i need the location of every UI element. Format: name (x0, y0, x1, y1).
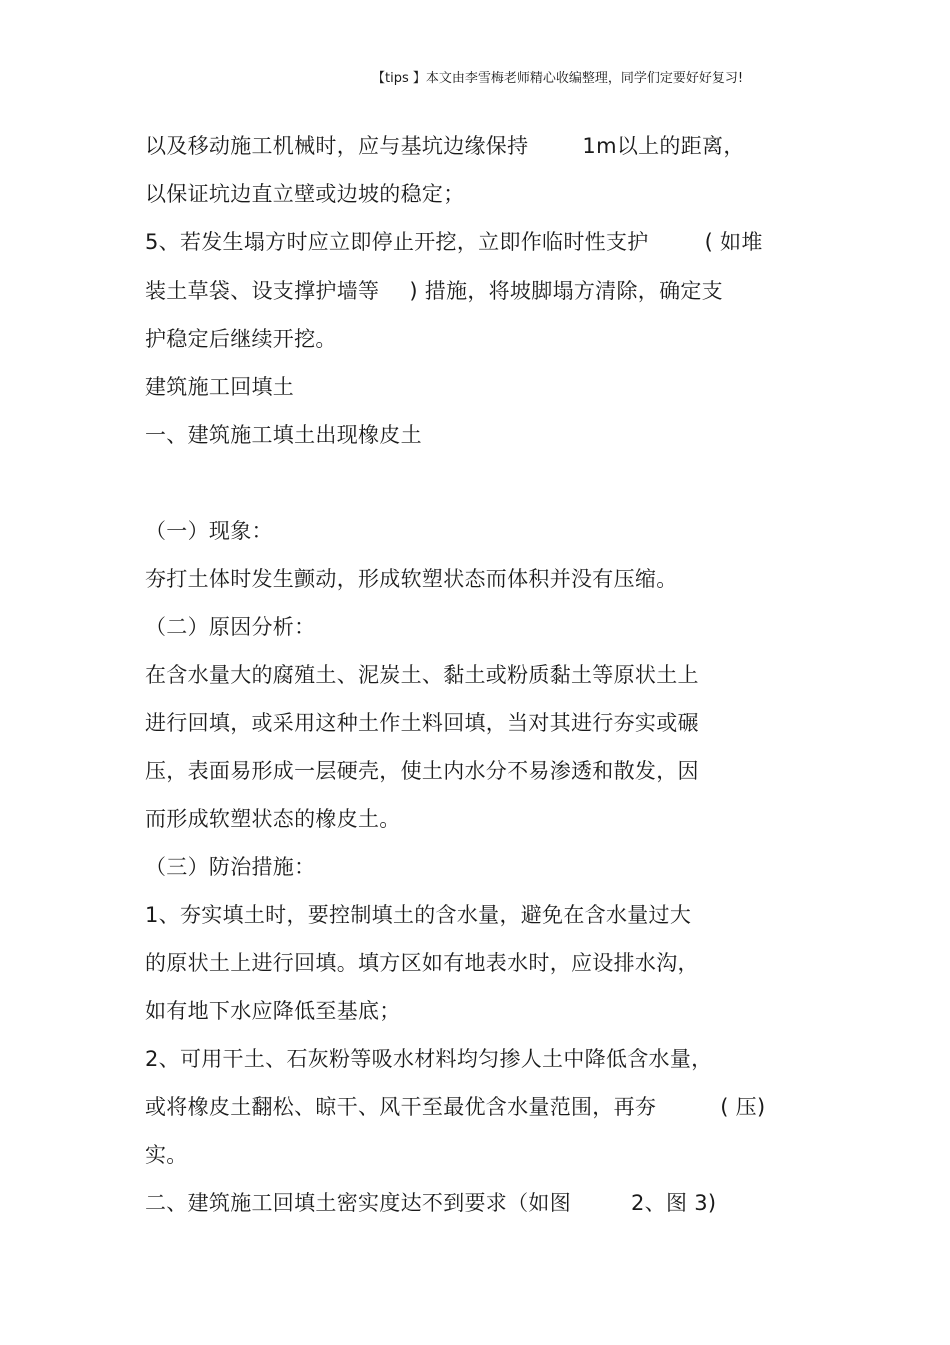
section-heading (145, 422, 422, 448)
text-segment: 5、若发生塌方时应立即停止开挖，立即作临时性支护 (145, 230, 649, 254)
text-segment: 以及移动施工机械时，应与基坑边缘保持 (145, 134, 529, 158)
paragraph-line (145, 806, 401, 832)
paragraph-line (145, 1046, 712, 1072)
text-segment: 1m以上的距离， (582, 134, 745, 158)
text-segment: 实。 (145, 1143, 188, 1167)
paragraph-line (145, 950, 699, 976)
subsection-heading (145, 854, 315, 880)
text-segment: 1、夯实填土时，要控制填土的含水量，避免在含水量过大 (145, 903, 692, 927)
paragraph-line (145, 326, 337, 352)
text-segment: （三）防治措施： (145, 855, 316, 879)
paragraph-line (145, 998, 401, 1024)
paragraph-line (145, 1094, 765, 1120)
text-segment: 压，表面易形成一层硬壳，使土内水分不易渗透和散发，因 (145, 759, 699, 783)
paragraph-line (145, 710, 699, 736)
header-note: 【tips 】本文由李雪梅老师精心收编整理，同学们定要好好复习! (372, 71, 744, 86)
text-segment: 而形成软塑状态的橡皮土。 (145, 807, 401, 831)
section-heading (145, 1190, 716, 1216)
paragraph-line (145, 133, 745, 159)
paragraph-line (145, 181, 465, 207)
paragraph-line (145, 229, 763, 255)
text-segment: （二）原因分析： (145, 615, 316, 639)
paragraph-line (145, 1142, 188, 1168)
text-segment: 2、图 3) (631, 1191, 717, 1215)
text-segment: 装土草袋、设支撑护墙等 (145, 279, 380, 303)
text-segment: 以保证坑边直立壁或边坡的稳定； (145, 182, 465, 206)
text-segment: 2、可用干土、石灰粉等吸水材料均匀掺人土中降低含水量， (145, 1047, 713, 1071)
text-segment: ( 如堆 (704, 230, 763, 254)
text-segment: 一、建筑施工填土出现橡皮土 (145, 423, 422, 447)
section-heading (145, 374, 294, 400)
paragraph-line (145, 662, 699, 688)
subsection-heading (145, 518, 273, 544)
paragraph-line (145, 902, 691, 928)
text-segment: ( 压) (720, 1095, 766, 1119)
text-segment: 在含水量大的腐殖土、泥炭土、黏土或粉质黏土等原状土上 (145, 663, 699, 687)
text-segment: 的原状土上进行回填。填方区如有地表水时，应设排水沟， (145, 951, 699, 975)
text-segment: （一）现象： (145, 519, 273, 543)
text-segment: 夯打土体时发生颤动，形成软塑状态而体积并没有压缩。 (145, 567, 678, 591)
paragraph-line (145, 278, 723, 304)
text-segment: 进行回填，或采用这种土作土料回填，当对其进行夯实或碾 (145, 711, 699, 735)
text-segment: 二、建筑施工回填土密实度达不到要求（如图 (145, 1191, 571, 1215)
text-segment: 或将橡皮土翻松、晾干、风干至最优含水量范围，再夯 (145, 1095, 657, 1119)
paragraph-line (145, 566, 678, 592)
text-segment: 如有地下水应降低至基底； (145, 999, 401, 1023)
text-segment: 建筑施工回填土 (145, 375, 295, 399)
paragraph-line (145, 758, 699, 784)
subsection-heading (145, 614, 315, 640)
text-segment: 护稳定后继续开挖。 (145, 327, 337, 351)
text-segment: ) 措施，将坡脚塌方清除，确定支 (409, 279, 723, 303)
